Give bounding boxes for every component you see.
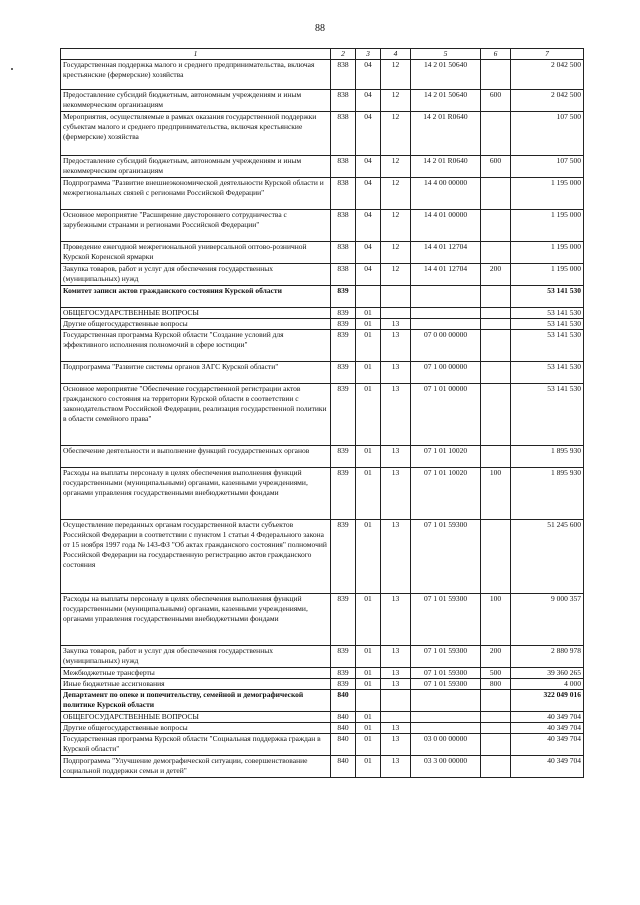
cell-section: 01: [356, 520, 381, 594]
cell-section: 01: [356, 756, 381, 778]
cell-section: 04: [356, 90, 381, 112]
cell-expense-type: [481, 319, 511, 330]
table-row: [61, 112, 584, 156]
table-row: [61, 178, 584, 210]
table-row: [61, 446, 584, 468]
cell-target-article: 07 1 01 10020: [411, 446, 481, 468]
cell-admin-code: 839: [331, 594, 356, 646]
cell-section: 01: [356, 734, 381, 756]
cell-name: Иные бюджетные ассигнования: [61, 679, 331, 690]
cell-section: 01: [356, 594, 381, 646]
cell-expense-type: [481, 330, 511, 362]
cell-name: Расходы на выплаты персоналу в целях обеспечения выполнения функций государственными (муниципальными) органами, казенными учреждениями, органами управления государственными внебюджетными фондами: [61, 594, 331, 646]
cell-expense-type: [481, 362, 511, 384]
table-row: [61, 156, 584, 178]
cell-name: ОБЩЕГОСУДАРСТВЕННЫЕ ВОПРОСЫ: [61, 712, 331, 723]
cell-name: Проведение ежегодной межрегиональной универсальной оптово-розничной Курской Коренской ярмарки: [61, 242, 331, 264]
cell-target-article: 14 4 01 00000: [411, 210, 481, 242]
cell-admin-code: 838: [331, 242, 356, 264]
cell-target-article: 07 1 01 59300: [411, 594, 481, 646]
cell-amount: 53 141 530: [511, 362, 584, 384]
cell-subsection: [381, 308, 411, 319]
cell-admin-code: 838: [331, 156, 356, 178]
cell-expense-type: [481, 723, 511, 734]
cell-admin-code: 840: [331, 756, 356, 778]
cell-subsection: 13: [381, 384, 411, 446]
cell-admin-code: 839: [331, 446, 356, 468]
cell-target-article: 14 2 01 50640: [411, 90, 481, 112]
cell-subsection: 12: [381, 210, 411, 242]
table-row: [61, 712, 584, 723]
cell-section: 01: [356, 712, 381, 723]
cell-target-article: 03 3 00 00000: [411, 756, 481, 778]
cell-subsection: 13: [381, 330, 411, 362]
cell-expense-type: [481, 178, 511, 210]
cell-target-article: [411, 286, 481, 308]
cell-subsection: 12: [381, 178, 411, 210]
cell-subsection: 13: [381, 734, 411, 756]
cell-target-article: 07 1 01 59300: [411, 520, 481, 594]
table-row: [61, 242, 584, 264]
column-number: 4: [381, 49, 411, 60]
cell-target-article: [411, 308, 481, 319]
cell-amount: 53 141 530: [511, 319, 584, 330]
cell-subsection: 13: [381, 668, 411, 679]
cell-subsection: 13: [381, 723, 411, 734]
cell-admin-code: 839: [331, 319, 356, 330]
cell-expense-type: 500: [481, 668, 511, 679]
table-row: [61, 594, 584, 646]
table-row: [61, 468, 584, 520]
page-number: 88: [315, 23, 325, 34]
cell-expense-type: 600: [481, 156, 511, 178]
cell-target-article: 07 1 01 59300: [411, 668, 481, 679]
cell-target-article: 07 1 01 00000: [411, 384, 481, 446]
cell-section: 04: [356, 210, 381, 242]
cell-target-article: 07 1 01 10020: [411, 468, 481, 520]
cell-expense-type: [481, 60, 511, 90]
cell-target-article: 07 0 00 00000: [411, 330, 481, 362]
cell-admin-code: 838: [331, 210, 356, 242]
table-row: [61, 734, 584, 756]
cell-section: 04: [356, 60, 381, 90]
table-row: [61, 668, 584, 679]
table-row: [61, 330, 584, 362]
cell-subsection: 13: [381, 520, 411, 594]
cell-section: 04: [356, 112, 381, 156]
cell-section: 01: [356, 308, 381, 319]
cell-section: [356, 690, 381, 712]
table-row: [61, 264, 584, 286]
cell-amount: 39 360 265: [511, 668, 584, 679]
cell-admin-code: 838: [331, 264, 356, 286]
cell-section: 01: [356, 446, 381, 468]
cell-admin-code: 838: [331, 90, 356, 112]
cell-expense-type: [481, 308, 511, 319]
column-number: 5: [411, 49, 481, 60]
cell-subsection: 13: [381, 468, 411, 520]
cell-amount: 2 042 500: [511, 90, 584, 112]
cell-subsection: 13: [381, 362, 411, 384]
cell-subsection: 13: [381, 679, 411, 690]
cell-subsection: 12: [381, 264, 411, 286]
cell-admin-code: 839: [331, 330, 356, 362]
cell-amount: 53 141 530: [511, 330, 584, 362]
cell-amount: 9 000 357: [511, 594, 584, 646]
cell-subsection: 12: [381, 112, 411, 156]
cell-target-article: [411, 319, 481, 330]
cell-subsection: 12: [381, 90, 411, 112]
cell-subsection: 13: [381, 446, 411, 468]
cell-amount: 53 141 530: [511, 286, 584, 308]
cell-admin-code: 838: [331, 112, 356, 156]
cell-amount: 2 042 500: [511, 60, 584, 90]
cell-expense-type: [481, 242, 511, 264]
cell-admin-code: 840: [331, 690, 356, 712]
cell-expense-type: [481, 112, 511, 156]
cell-section: 01: [356, 723, 381, 734]
cell-admin-code: 838: [331, 60, 356, 90]
cell-expense-type: [481, 384, 511, 446]
cell-amount: 107 500: [511, 112, 584, 156]
table-row: [61, 60, 584, 90]
table-row: [61, 308, 584, 319]
cell-section: 04: [356, 264, 381, 286]
cell-name: Основное мероприятие "Обеспечение государственной регистрации актов гражданского состояния на территории Курской области в соответствии с законодательством Российской Федерации, реализация государственной политики в области семейного права": [61, 384, 331, 446]
cell-target-article: 14 4 00 00000: [411, 178, 481, 210]
cell-admin-code: 840: [331, 723, 356, 734]
cell-name: Подпрограмма "Развитие системы органов ЗАГС Курской области": [61, 362, 331, 384]
cell-name: Государственная программа Курской области "Создание условий для эффективного исполнения полномочий в сфере юстиции": [61, 330, 331, 362]
cell-amount: 51 245 600: [511, 520, 584, 594]
cell-admin-code: 839: [331, 520, 356, 594]
cell-subsection: [381, 690, 411, 712]
cell-expense-type: [481, 756, 511, 778]
cell-expense-type: 200: [481, 646, 511, 668]
cell-target-article: 07 1 00 00000: [411, 362, 481, 384]
stray-mark: [11, 68, 13, 70]
cell-amount: 1 195 000: [511, 242, 584, 264]
cell-amount: 4 000: [511, 679, 584, 690]
cell-amount: 40 349 704: [511, 756, 584, 778]
cell-admin-code: 839: [331, 308, 356, 319]
table-row: [61, 286, 584, 308]
cell-expense-type: [481, 286, 511, 308]
cell-subsection: 13: [381, 594, 411, 646]
cell-section: 04: [356, 242, 381, 264]
cell-section: 01: [356, 330, 381, 362]
cell-section: 01: [356, 646, 381, 668]
cell-section: 01: [356, 679, 381, 690]
cell-target-article: 14 4 01 12704: [411, 264, 481, 286]
table-row: [61, 319, 584, 330]
cell-admin-code: 839: [331, 468, 356, 520]
column-number: 1: [61, 49, 331, 60]
cell-target-article: [411, 723, 481, 734]
cell-name: Другие общегосударственные вопросы: [61, 723, 331, 734]
table-row: [61, 690, 584, 712]
table-row: [61, 646, 584, 668]
cell-expense-type: 100: [481, 468, 511, 520]
cell-amount: 1 895 930: [511, 446, 584, 468]
cell-target-article: [411, 690, 481, 712]
cell-expense-type: 100: [481, 594, 511, 646]
cell-section: 01: [356, 319, 381, 330]
cell-name: Департамент по опеке и попечительству, семейной и демографической политике Курской области: [61, 690, 331, 712]
column-number: 6: [481, 49, 511, 60]
cell-target-article: 07 1 01 59300: [411, 679, 481, 690]
cell-amount: 1 195 000: [511, 264, 584, 286]
cell-subsection: 12: [381, 156, 411, 178]
column-number-row: [61, 49, 584, 60]
cell-subsection: [381, 712, 411, 723]
cell-expense-type: [481, 690, 511, 712]
cell-expense-type: [481, 210, 511, 242]
table-row: [61, 362, 584, 384]
cell-subsection: 12: [381, 60, 411, 90]
cell-admin-code: 840: [331, 712, 356, 723]
cell-amount: 1 195 000: [511, 210, 584, 242]
cell-amount: 1 895 930: [511, 468, 584, 520]
cell-target-article: 07 1 01 59300: [411, 646, 481, 668]
cell-name: Государственная поддержка малого и среднего предпринимательства, включая крестьянские (фермерские) хозяйства: [61, 60, 331, 90]
cell-expense-type: 800: [481, 679, 511, 690]
cell-amount: 1 195 000: [511, 178, 584, 210]
cell-section: [356, 286, 381, 308]
cell-admin-code: 839: [331, 362, 356, 384]
cell-name: Государственная программа Курской области "Социальная поддержка граждан в Курской области": [61, 734, 331, 756]
cell-admin-code: 838: [331, 178, 356, 210]
column-number: 7: [511, 49, 584, 60]
cell-amount: 40 349 704: [511, 712, 584, 723]
cell-target-article: 14 2 01 R0640: [411, 112, 481, 156]
cell-amount: 40 349 704: [511, 734, 584, 756]
cell-amount: 107 500: [511, 156, 584, 178]
cell-subsection: 13: [381, 646, 411, 668]
cell-amount: 53 141 530: [511, 384, 584, 446]
cell-subsection: [381, 286, 411, 308]
cell-target-article: 14 4 01 12704: [411, 242, 481, 264]
cell-name: ОБЩЕГОСУДАРСТВЕННЫЕ ВОПРОСЫ: [61, 308, 331, 319]
column-number: 2: [331, 49, 356, 60]
cell-admin-code: 839: [331, 384, 356, 446]
table-row: [61, 210, 584, 242]
cell-name: Другие общегосударственные вопросы: [61, 319, 331, 330]
cell-name: Предоставление субсидий бюджетным, автономным учреждениям и иным некоммерческим организациям: [61, 156, 331, 178]
cell-subsection: 13: [381, 756, 411, 778]
cell-admin-code: 839: [331, 646, 356, 668]
cell-admin-code: 839: [331, 679, 356, 690]
table-row: [61, 723, 584, 734]
cell-name: Основное мероприятие "Расширение двустороннего сотрудничества с зарубежными странами и регионами Российской Федерации": [61, 210, 331, 242]
cell-name: Осуществление переданных органам государственной власти субъектов Российской Федерации в соответствии с пунктом 1 статьи 4 Федерального закона от 15 ноября 1997 года № 143-ФЗ "Об актах гражданского состояния" полномочий Российской Федерации на государственную регистрацию актов гражданского состояния: [61, 520, 331, 594]
cell-target-article: 14 2 01 R0640: [411, 156, 481, 178]
cell-target-article: 14 2 01 50640: [411, 60, 481, 90]
cell-name: Межбюджетные трансферты: [61, 668, 331, 679]
cell-name: Закупка товаров, работ и услуг для обеспечения государственных (муниципальных) нужд: [61, 646, 331, 668]
cell-name: Подпрограмма "Улучшение демографической ситуации, совершенствование социальной поддержки семьи и детей": [61, 756, 331, 778]
column-number: 3: [356, 49, 381, 60]
cell-name: Комитет записи актов гражданского состояния Курской области: [61, 286, 331, 308]
cell-target-article: [411, 712, 481, 723]
cell-subsection: 12: [381, 242, 411, 264]
cell-name: Закупка товаров, работ и услуг для обеспечения государственных (муниципальных) нужд: [61, 264, 331, 286]
cell-expense-type: [481, 520, 511, 594]
cell-admin-code: 839: [331, 286, 356, 308]
table-row: [61, 520, 584, 594]
cell-amount: 2 880 978: [511, 646, 584, 668]
cell-expense-type: [481, 446, 511, 468]
cell-section: 04: [356, 156, 381, 178]
cell-amount: 53 141 530: [511, 308, 584, 319]
cell-name: Обеспечение деятельности и выполнение функций государственных органов: [61, 446, 331, 468]
cell-target-article: 03 0 00 00000: [411, 734, 481, 756]
cell-amount: 322 049 016: [511, 690, 584, 712]
cell-section: 01: [356, 384, 381, 446]
cell-name: Расходы на выплаты персоналу в целях обеспечения выполнения функций государственными (муниципальными) органами, казенными учреждениями, органами управления государственными внебюджетными фондами: [61, 468, 331, 520]
table-row: [61, 384, 584, 446]
cell-expense-type: 600: [481, 90, 511, 112]
cell-admin-code: 840: [331, 734, 356, 756]
cell-name: Предоставление субсидий бюджетным, автономным учреждениям и иным некоммерческим организациям: [61, 90, 331, 112]
cell-subsection: 13: [381, 319, 411, 330]
cell-expense-type: [481, 712, 511, 723]
table-row: [61, 756, 584, 778]
budget-table: [60, 48, 584, 778]
cell-name: Подпрограмма "Развитие внешнеэкономической деятельности Курской области и межрегиональных связей с регионами Российской Федерации": [61, 178, 331, 210]
cell-admin-code: 839: [331, 668, 356, 679]
cell-expense-type: [481, 734, 511, 756]
cell-expense-type: 200: [481, 264, 511, 286]
table-row: [61, 90, 584, 112]
table-row: [61, 679, 584, 690]
cell-section: 01: [356, 668, 381, 679]
cell-amount: 40 349 704: [511, 723, 584, 734]
cell-section: 01: [356, 362, 381, 384]
cell-section: 01: [356, 468, 381, 520]
cell-section: 04: [356, 178, 381, 210]
cell-name: Мероприятия, осуществляемые в рамках оказания государственной поддержки субъектам малого и среднего предпринимательства, включая крестьянские (фермерские) хозяйства: [61, 112, 331, 156]
